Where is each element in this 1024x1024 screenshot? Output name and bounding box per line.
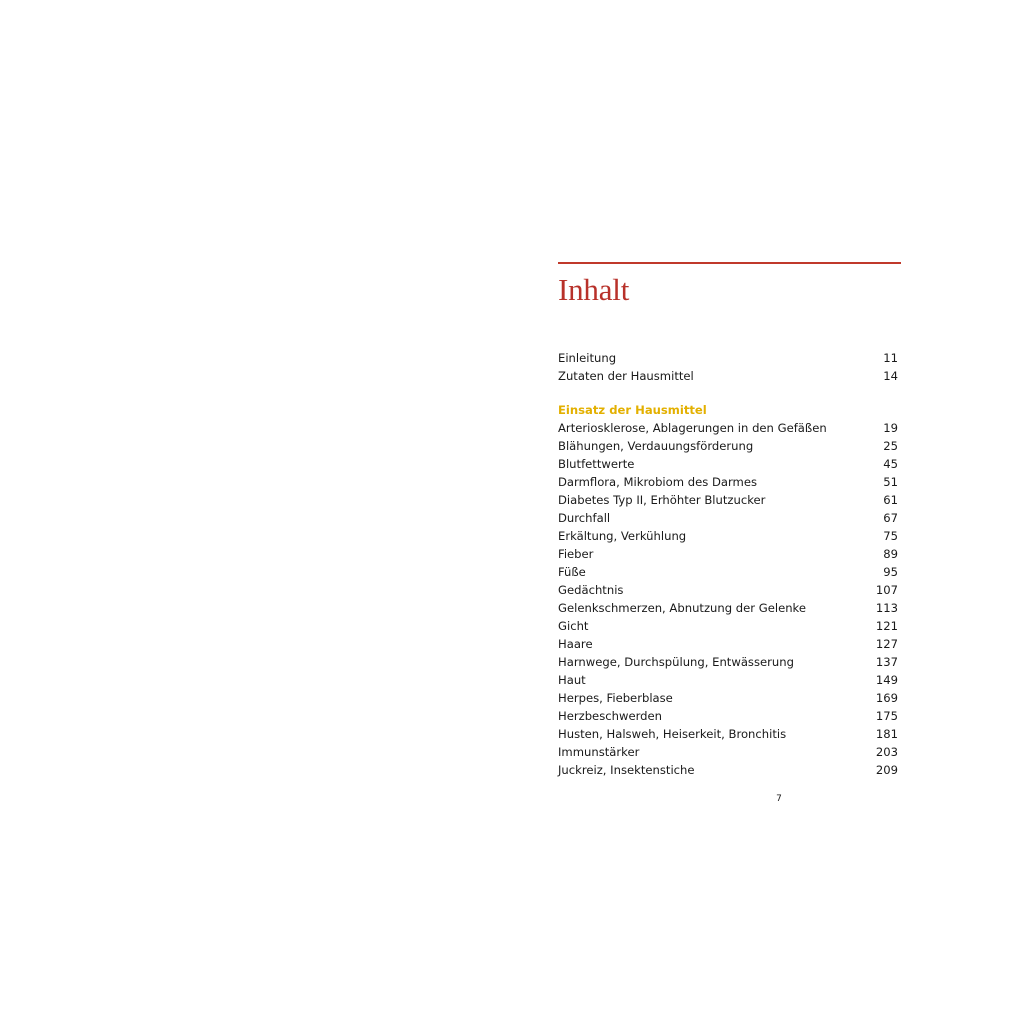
toc-entry-title: Erkältung, Verkühlung [558, 529, 687, 543]
toc-entry-title: Füße [558, 565, 586, 579]
toc-entry-title: Haare [558, 637, 593, 651]
toc-entry-page: 11 [883, 351, 898, 365]
toc-entry-page: 181 [875, 727, 898, 741]
table-of-contents [558, 262, 901, 779]
toc-entry [558, 473, 901, 491]
toc-entry [558, 563, 901, 581]
toc-entry-title: Gelenkschmerzen, Abnutzung der Gelenke [558, 601, 806, 615]
toc-entry [558, 527, 901, 545]
toc-entries [558, 419, 901, 779]
toc-entry-page: 121 [875, 619, 898, 633]
toc-entry [558, 419, 901, 437]
toc-entry [558, 491, 901, 509]
toc-entry-page: 209 [875, 763, 898, 777]
toc-entry-title: Haut [558, 673, 586, 687]
toc-entry-title: Herzbeschwerden [558, 709, 662, 723]
toc-entry [558, 455, 901, 473]
toc-entry-page: 19 [883, 421, 898, 435]
title-rule [558, 262, 901, 264]
toc-entry [558, 707, 901, 725]
toc-entry [558, 761, 901, 779]
toc-entry-page: 45 [883, 457, 898, 471]
toc-entry-title: Harnwege, Durchspülung, Entwässerung [558, 655, 794, 669]
toc-entry [558, 635, 901, 653]
toc-entry [558, 349, 901, 367]
toc-entry [558, 617, 901, 635]
toc-entry-title: Einleitung [558, 351, 617, 365]
toc-entry-title: Blähungen, Verdauungsförderung [558, 439, 754, 453]
toc-entry [558, 545, 901, 563]
toc-entry [558, 581, 901, 599]
toc-entry-title: Fieber [558, 547, 594, 561]
toc-entry-page: 61 [883, 493, 898, 507]
toc-entry-title: Blutfettwerte [558, 457, 635, 471]
toc-entry-page: 67 [883, 511, 898, 525]
toc-entry-page: 25 [883, 439, 898, 453]
toc-entry [558, 653, 901, 671]
toc-entry [558, 367, 901, 385]
toc-intro-list [558, 349, 901, 385]
toc-entry-page: 149 [875, 673, 898, 687]
toc-entry-title: Gedächtnis [558, 583, 624, 597]
toc-entry-title: Herpes, Fieberblase [558, 691, 673, 705]
toc-entry-page: 137 [875, 655, 898, 669]
toc-entry-page: 89 [883, 547, 898, 561]
toc-entry-title: Juckreiz, Insektenstiche [558, 763, 695, 777]
page-number: 7 [776, 794, 782, 804]
toc-entry-page: 107 [875, 583, 898, 597]
toc-entry-title: Gicht [558, 619, 589, 633]
toc-entry-page: 203 [875, 745, 898, 759]
toc-entry-title: Husten, Halsweh, Heiserkeit, Bronchitis [558, 727, 787, 741]
toc-entry [558, 743, 901, 761]
toc-entry [558, 671, 901, 689]
toc-entry [558, 509, 901, 527]
section-heading: Einsatz der Hausmittel [558, 403, 707, 417]
toc-entry-page: 51 [883, 475, 898, 489]
toc-entry-page: 14 [883, 369, 898, 383]
toc-entry-page: 75 [883, 529, 898, 543]
toc-entry-title: Immunstärker [558, 745, 640, 759]
toc-entry-title: Diabetes Typ II, Erhöhter Blutzucker [558, 493, 766, 507]
toc-entry-page: 95 [883, 565, 898, 579]
toc-entry-title: Durchfall [558, 511, 611, 525]
toc-main-list [558, 401, 901, 779]
toc-entry-page: 113 [875, 601, 898, 615]
toc-entry-title: Zutaten der Hausmittel [558, 369, 694, 383]
toc-entry [558, 437, 901, 455]
toc-entry-title: Arteriosklerose, Ablagerungen in den Gefäßen [558, 421, 827, 435]
toc-entry [558, 689, 901, 707]
toc-entry-title: Darmflora, Mikrobiom des Darmes [558, 475, 758, 489]
toc-entry [558, 725, 901, 743]
toc-entry-page: 175 [875, 709, 898, 723]
toc-entry-page: 169 [875, 691, 898, 705]
toc-entry-page: 127 [875, 637, 898, 651]
toc-title: Inhalt [558, 272, 630, 307]
toc-entry [558, 599, 901, 617]
